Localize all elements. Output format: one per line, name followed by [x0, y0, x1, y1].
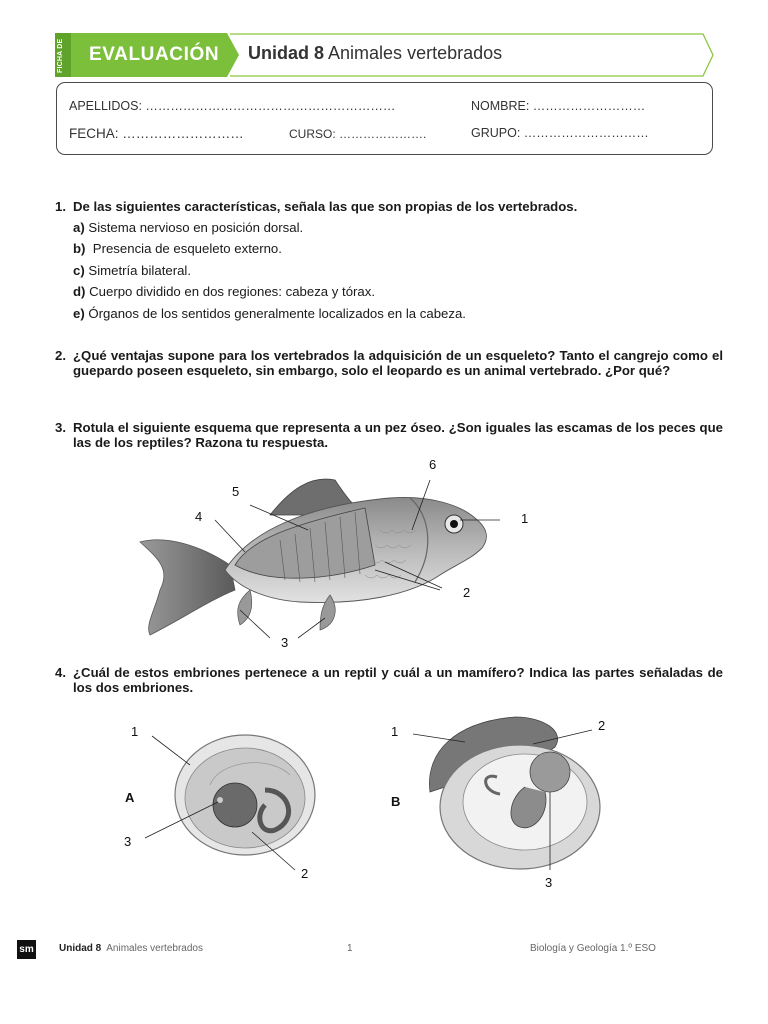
publisher-logo: sm [17, 940, 36, 959]
embryo-a-label-3: 3 [124, 834, 132, 849]
embryo-b-illustration [405, 712, 620, 877]
fish-label-1: 1 [521, 511, 529, 526]
question-number: 2. [55, 348, 66, 363]
footer-unit [59, 943, 203, 954]
footer-unit-name: Animales vertebrados [106, 943, 203, 954]
option-c [73, 263, 191, 278]
option-text: Cuerpo dividido en dos regiones: cabeza y tórax. [89, 284, 376, 299]
fish-label-5: 5 [232, 484, 240, 499]
option-a [73, 220, 303, 235]
question-number: 3. [55, 420, 66, 435]
apellidos-field[interactable]: APELLIDOS: …………………………………………………… [69, 99, 396, 113]
footer-unit-number: Unidad 8 [59, 943, 102, 954]
option-letter: c) [73, 263, 85, 278]
question-text: De las siguientes características, señala las que son propias de los vertebrados. [73, 199, 578, 214]
question-3 [55, 420, 723, 450]
nombre-field[interactable]: NOMBRE: ……………………… [471, 99, 646, 113]
grupo-field[interactable]: GRUPO: ………………………… [471, 126, 649, 140]
option-b [73, 241, 282, 256]
embryo-a-label-2: 2 [301, 866, 309, 881]
option-e [73, 306, 466, 321]
option-letter: e) [73, 306, 85, 321]
bony-fish-illustration [130, 470, 500, 645]
question-text: ¿Cuál de estos embriones pertenece a un reptil y cuál a un mamífero? Indica las partes señaladas de los dos embriones. [73, 665, 723, 695]
option-text: Sistema nervioso en posición dorsal. [88, 220, 304, 235]
question-1 [55, 199, 723, 214]
option-text: Presencia de esqueleto externo. [92, 241, 282, 256]
embryo-a-label-1: 1 [131, 724, 139, 739]
unit-title [248, 43, 502, 64]
option-letter: a) [73, 220, 85, 235]
embryo-a-letter: A [125, 790, 135, 805]
unit-number: Unidad 8 [248, 43, 325, 63]
question-number: 1. [55, 199, 66, 214]
curso-field[interactable]: CURSO: …………………. [289, 127, 427, 141]
page-number: 1 [347, 943, 353, 954]
question-number: 4. [55, 665, 66, 680]
student-info-box [56, 82, 713, 155]
embryo-b-label-3: 3 [545, 875, 553, 890]
option-text: Simetría bilateral. [88, 263, 192, 278]
question-2 [55, 348, 723, 378]
footer-course: Biología y Geología 1.º ESO [530, 943, 656, 954]
ficha-label: FICHA DE [57, 38, 64, 74]
question-text: Rotula el siguiente esquema que representa a un pez óseo. ¿Son iguales las escamas de los peces que las de los reptiles? Razona tu respuesta. [73, 420, 723, 450]
unit-name: Animales vertebrados [328, 43, 503, 63]
option-letter: b) [73, 241, 86, 256]
question-text: ¿Qué ventajas supone para los vertebrados la adquisición de un esqueleto? Tanto el cangrejo como el guepardo poseen esqueleto, sin embargo, solo el leopardo es un animal vertebrado. ¿Por qué? [73, 348, 723, 378]
fecha-field[interactable]: FECHA: ……………………… [69, 126, 244, 141]
embryo-a-illustration [140, 730, 340, 880]
option-text: Órganos de los sentidos generalmente localizados en la cabeza. [88, 306, 466, 321]
question-4 [55, 665, 723, 695]
fish-label-6: 6 [429, 457, 437, 472]
option-letter: d) [73, 284, 86, 299]
embryo-b-label-2: 2 [598, 718, 606, 733]
evaluation-title: EVALUACIÓN [89, 44, 220, 65]
embryo-b-letter: B [391, 794, 401, 809]
fish-label-4: 4 [195, 509, 203, 524]
option-d [73, 284, 375, 299]
embryo-b-label-1: 1 [391, 724, 399, 739]
fish-label-2: 2 [463, 585, 471, 600]
fish-label-3: 3 [281, 635, 289, 650]
